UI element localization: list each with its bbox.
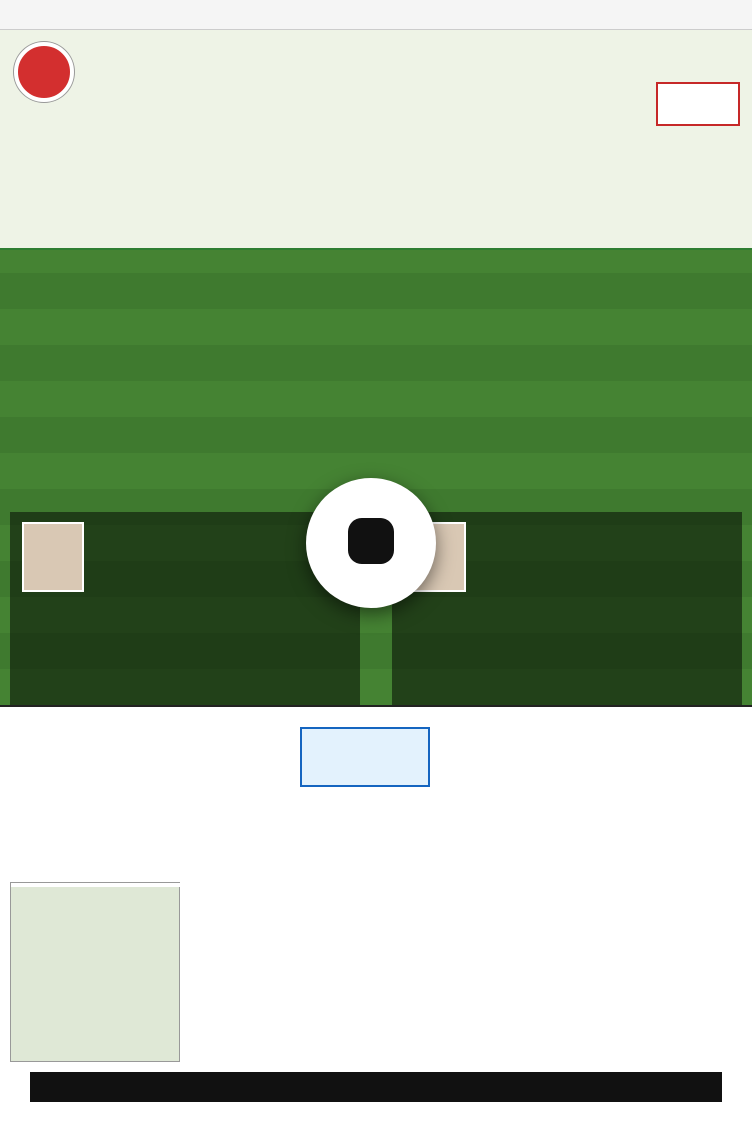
author-portrait [22, 522, 84, 592]
figure-caption [11, 883, 181, 887]
right-article [392, 512, 742, 705]
footer-banner [30, 1072, 722, 1102]
soccer-ball-emblem-icon [14, 42, 74, 102]
stadium-figure [10, 882, 180, 1062]
serial-body [232, 719, 422, 1059]
feature-body [432, 719, 682, 1059]
serial-headline [188, 719, 228, 1059]
lower-section [0, 705, 752, 1070]
serial-body-continued [10, 719, 180, 869]
price-box [656, 82, 740, 126]
masthead [0, 30, 752, 250]
page-header-bar [0, 0, 752, 30]
soccer-ball-icon [306, 478, 436, 608]
feature-headline [690, 719, 742, 1059]
